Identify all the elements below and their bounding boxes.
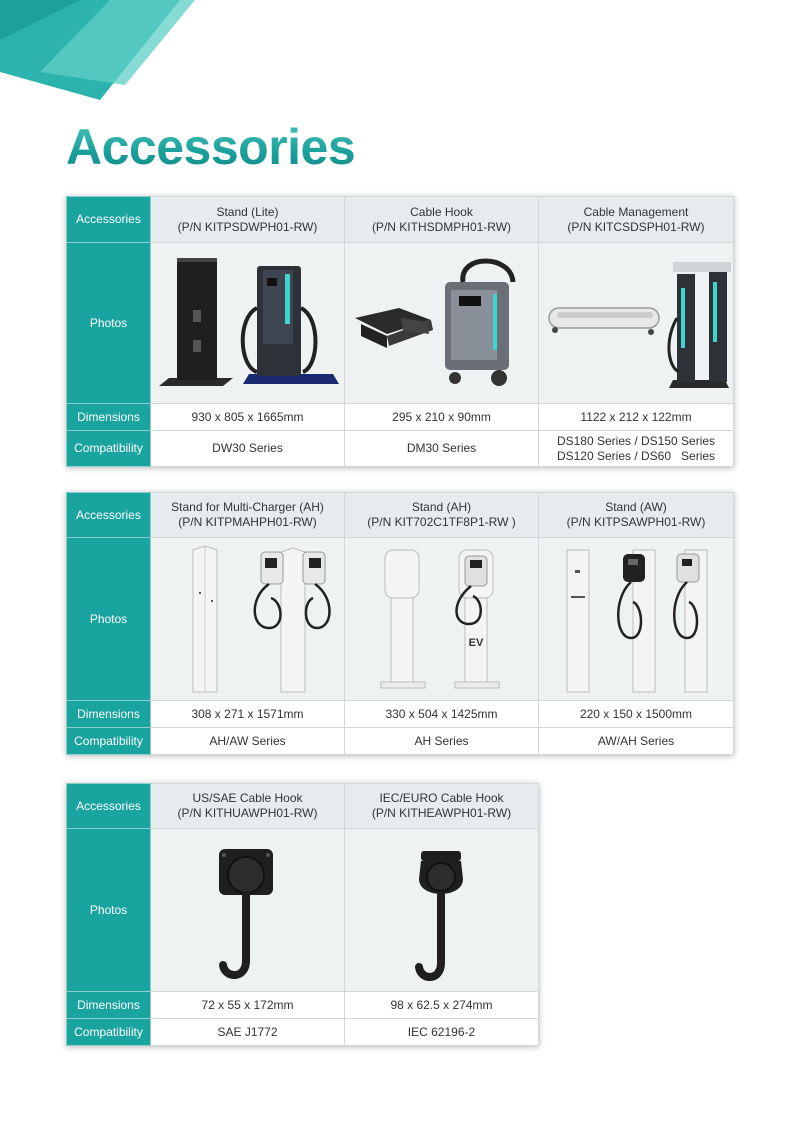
dimensions-value: 220 x 150 x 1500mm [539,701,734,728]
item-header [151,197,345,243]
cable-hook-photo [347,248,537,398]
row-label-accessories: Accessories [67,493,151,538]
photo-cell [345,243,539,404]
photo-cell [151,538,345,701]
compatibility-value: DM30 Series [345,431,539,467]
item-name: Cable Hook [410,204,473,219]
row-label-photos: Photos [67,243,151,404]
item-name: Cable Management [583,204,689,219]
compatibility-value: IEC 62196-2 [345,1019,539,1046]
item-name: Stand (Lite) [216,204,279,219]
row-label-dimensions: Dimensions [67,404,151,431]
photo-cell [539,538,734,701]
compatibility-value: DW30 Series [151,431,345,467]
row-label-compatibility: Compatibility [67,728,151,755]
ah-stand-photo [347,542,537,696]
row-label-accessories: Accessories [67,784,151,829]
accessories-table-2 [66,492,734,755]
row-label-accessories: Accessories [67,197,151,243]
item-name: US/SAE Cable Hook [192,791,303,805]
dimensions-value: 1122 x 212 x 122mm [539,404,734,431]
decorative-corner [0,0,200,110]
item-name: IEC/EURO Cable Hook [379,791,504,805]
compatibility-line: DS120 Series / DS60 Series [556,448,716,463]
item-name: Stand (AW) [605,500,667,514]
item-part-number: (P/N KITPSDWPH01-RW) [177,219,318,234]
stand-ev-text: EV [468,637,483,649]
item-header [151,493,345,538]
accessories-table-3 [66,783,539,1046]
photo-cell [151,243,345,404]
row-label-dimensions: Dimensions [67,992,151,1019]
compatibility-value: AH Series [345,728,539,755]
row-label-photos: Photos [67,538,151,701]
compatibility-value: SAE J1772 [151,1019,345,1046]
dimensions-value: 295 x 210 x 90mm [345,404,539,431]
compatibility-value: AH/AW Series [151,728,345,755]
dimensions-value: 330 x 504 x 1425mm [345,701,539,728]
item-header [151,784,345,829]
page-title: Accessories [66,119,356,175]
item-part-number: (P/N KITHUAWPH01-RW) [177,806,318,820]
item-part-number: (P/N KIT702C1TF8P1-RW ) [367,515,516,529]
row-label-photos: Photos [67,829,151,992]
photo-cell [345,538,539,701]
item-header [539,493,734,538]
accessories-table-1 [66,196,734,467]
item-name: Stand (AH) [411,500,472,514]
row-label-compatibility: Compatibility [67,431,151,467]
item-header [345,197,539,243]
item-header [345,493,539,538]
compatibility-value: AW/AH Series [539,728,734,755]
item-header [539,197,734,243]
iec-cable-hook-photo [347,833,537,987]
photo-cell [539,243,734,404]
dimensions-value: 930 x 805 x 1665mm [151,404,345,431]
sae-cable-hook-photo [153,833,343,987]
stand-lite-photo [153,248,343,398]
photo-cell [151,829,345,992]
dimensions-value: 72 x 55 x 172mm [151,992,345,1019]
item-part-number: (P/N KITPSAWPH01-RW) [566,515,706,529]
item-part-number: (P/N KITHSDMPH01-RW) [371,219,512,234]
compatibility-line: DS180 Series / DS150 Series [556,433,716,448]
photo-cell [345,829,539,992]
item-part-number: (P/N KITPMAHPH01-RW) [178,515,317,529]
item-header [345,784,539,829]
row-label-dimensions: Dimensions [67,701,151,728]
row-label-compatibility: Compatibility [67,1019,151,1046]
dimensions-value: 308 x 271 x 1571mm [151,701,345,728]
item-part-number: (P/N KITHEAWPH01-RW) [371,806,512,820]
item-part-number: (P/N KITCSDSPH01-RW) [567,219,705,234]
aw-stand-photo [541,542,731,696]
cable-management-photo [541,248,731,398]
item-name: Stand for Multi-Charger (AH) [171,500,324,514]
dimensions-value: 98 x 62.5 x 274mm [345,992,539,1019]
multi-charger-stand-photo [153,542,343,696]
compatibility-value [539,431,734,467]
